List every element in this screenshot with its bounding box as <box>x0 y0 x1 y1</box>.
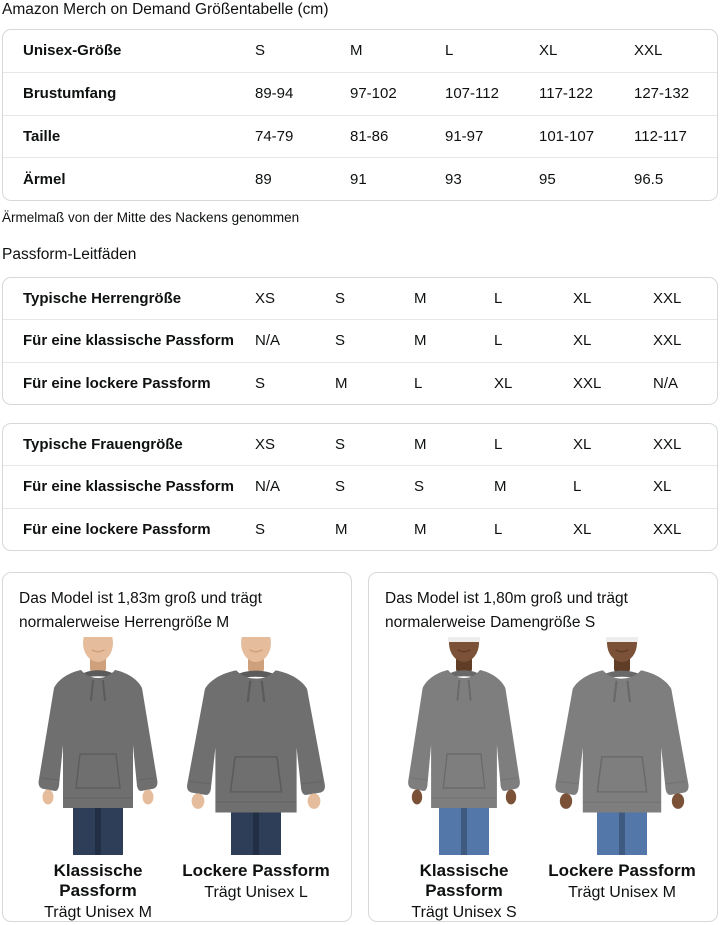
cell-value: XS <box>255 436 276 454</box>
row-label: Für eine lockere Passform <box>23 374 211 392</box>
cell-value: S <box>335 332 346 350</box>
cell-value: L <box>414 374 423 392</box>
cell-value: 93 <box>445 170 462 188</box>
header-cell-l: L <box>445 42 454 60</box>
table-row-sleeve <box>3 157 717 200</box>
fit-caption: Klassische Passform <box>419 861 509 900</box>
fit-caption: Lockere Passform <box>548 861 696 880</box>
cell-value: XXL <box>653 520 682 538</box>
table-row-loose-fit <box>3 508 717 550</box>
cell-value: XL <box>573 332 592 350</box>
cell-value: M <box>335 520 348 538</box>
table-row-chest <box>3 72 717 115</box>
cell-value: L <box>573 478 582 496</box>
size-caption: Trägt Unisex M <box>568 884 676 901</box>
cell-value: S <box>335 290 346 308</box>
cell-value: N/A <box>653 374 679 392</box>
fit-table-women <box>2 423 718 551</box>
cell-value: L <box>494 436 503 454</box>
cell-value: XL <box>653 478 672 496</box>
row-label: Für eine klassische Passform <box>23 332 234 350</box>
cell-value: 91-97 <box>445 127 484 145</box>
cell-value: XXL <box>653 290 682 308</box>
model-photo-male-loose <box>180 637 332 855</box>
cell-value: L <box>494 520 503 538</box>
size-caption: Trägt Unisex L <box>204 884 308 901</box>
unisex-size-table <box>2 29 718 201</box>
cell-value: 117-122 <box>539 85 593 103</box>
cell-value: L <box>494 332 503 350</box>
cell-value: 89-94 <box>255 85 294 103</box>
cell-value: M <box>414 290 427 308</box>
row-label: Taille <box>23 127 61 145</box>
sleeve-measure-note: Ärmelmaß von der Mitte des Nackens genommen <box>2 210 300 225</box>
cell-value: N/A <box>255 332 281 350</box>
cell-value: XL <box>494 374 513 392</box>
cell-value: M <box>414 520 427 538</box>
header-cell-xl: XL <box>539 42 558 60</box>
cell-value: S <box>255 374 266 392</box>
cell-value: 81-86 <box>350 127 389 145</box>
model-card-women <box>368 572 718 922</box>
cell-value: M <box>414 436 427 454</box>
model-card-men <box>2 572 352 922</box>
cell-value: 107-112 <box>445 85 499 103</box>
fit-guides-heading: Passform-Leitfäden <box>2 246 137 263</box>
row-label: Für eine klassische Passform <box>23 478 234 496</box>
cell-value: XL <box>573 290 592 308</box>
cell-value: 112-117 <box>634 127 687 145</box>
row-label: Typische Frauengröße <box>23 436 183 454</box>
figure-classic-fit <box>385 637 543 923</box>
cell-value: 101-107 <box>539 127 595 145</box>
cell-value: 127-132 <box>634 85 690 103</box>
fit-caption: Lockere Passform <box>182 861 330 880</box>
cell-value: N/A <box>255 478 281 496</box>
figures-row <box>19 637 335 923</box>
figure-loose-fit <box>543 637 701 923</box>
cell-value: XXL <box>653 436 682 454</box>
size-caption: Trägt Unisex S <box>411 904 517 921</box>
cell-value: 97-102 <box>350 85 397 103</box>
page-title: Amazon Merch on Demand Größentabelle (cm) <box>2 1 329 18</box>
table-row-classic-fit <box>3 465 717 507</box>
model-photo-female-classic <box>388 637 540 855</box>
table-row-typical-mens-size <box>3 278 717 319</box>
cell-value: XXL <box>573 374 602 392</box>
figure-loose-fit <box>177 637 335 923</box>
figures-row <box>385 637 701 923</box>
cell-value: M <box>494 478 507 496</box>
header-cell-m: M <box>350 42 363 60</box>
model-photo-male-classic <box>22 637 174 855</box>
model-photo-female-loose <box>546 637 698 855</box>
table-row-waist <box>3 115 717 158</box>
row-label: Typische Herrengröße <box>23 290 182 308</box>
row-label: Für eine lockere Passform <box>23 520 211 538</box>
model-card-description: Das Model ist 1,83m groß und trägt normalerweise Herrengröße M <box>19 590 262 631</box>
fit-caption: Klassische Passform <box>53 861 143 900</box>
cell-value: S <box>335 436 346 454</box>
table-row-classic-fit <box>3 319 717 361</box>
cell-value: S <box>414 478 425 496</box>
cell-value: 89 <box>255 170 272 188</box>
header-cell-xxl: XXL <box>634 42 663 60</box>
cell-value: XL <box>573 520 592 538</box>
table-row-typical-womens-size <box>3 424 717 465</box>
model-cards <box>2 572 718 922</box>
figure-classic-fit <box>19 637 177 923</box>
cell-value: L <box>494 290 503 308</box>
size-caption: Trägt Unisex M <box>44 904 152 921</box>
size-table-header-row <box>3 30 717 72</box>
fit-table-men <box>2 277 718 405</box>
cell-value: M <box>335 374 348 392</box>
row-label: Ärmel <box>23 170 66 188</box>
cell-value: 95 <box>539 170 556 188</box>
cell-value: S <box>335 478 346 496</box>
cell-value: 91 <box>350 170 367 188</box>
model-card-description: Das Model ist 1,80m groß und trägt normalerweise Damengröße S <box>385 590 628 631</box>
cell-value: M <box>414 332 427 350</box>
cell-value: 74-79 <box>255 127 294 145</box>
cell-value: 96.5 <box>634 170 664 188</box>
header-cell-unisex-size: Unisex-Größe <box>23 42 122 60</box>
cell-value: XS <box>255 290 276 308</box>
cell-value: S <box>255 520 266 538</box>
table-row-loose-fit <box>3 362 717 404</box>
row-label: Brustumfang <box>23 85 117 103</box>
header-cell-s: S <box>255 42 266 60</box>
cell-value: XXL <box>653 332 682 350</box>
cell-value: XL <box>573 436 592 454</box>
